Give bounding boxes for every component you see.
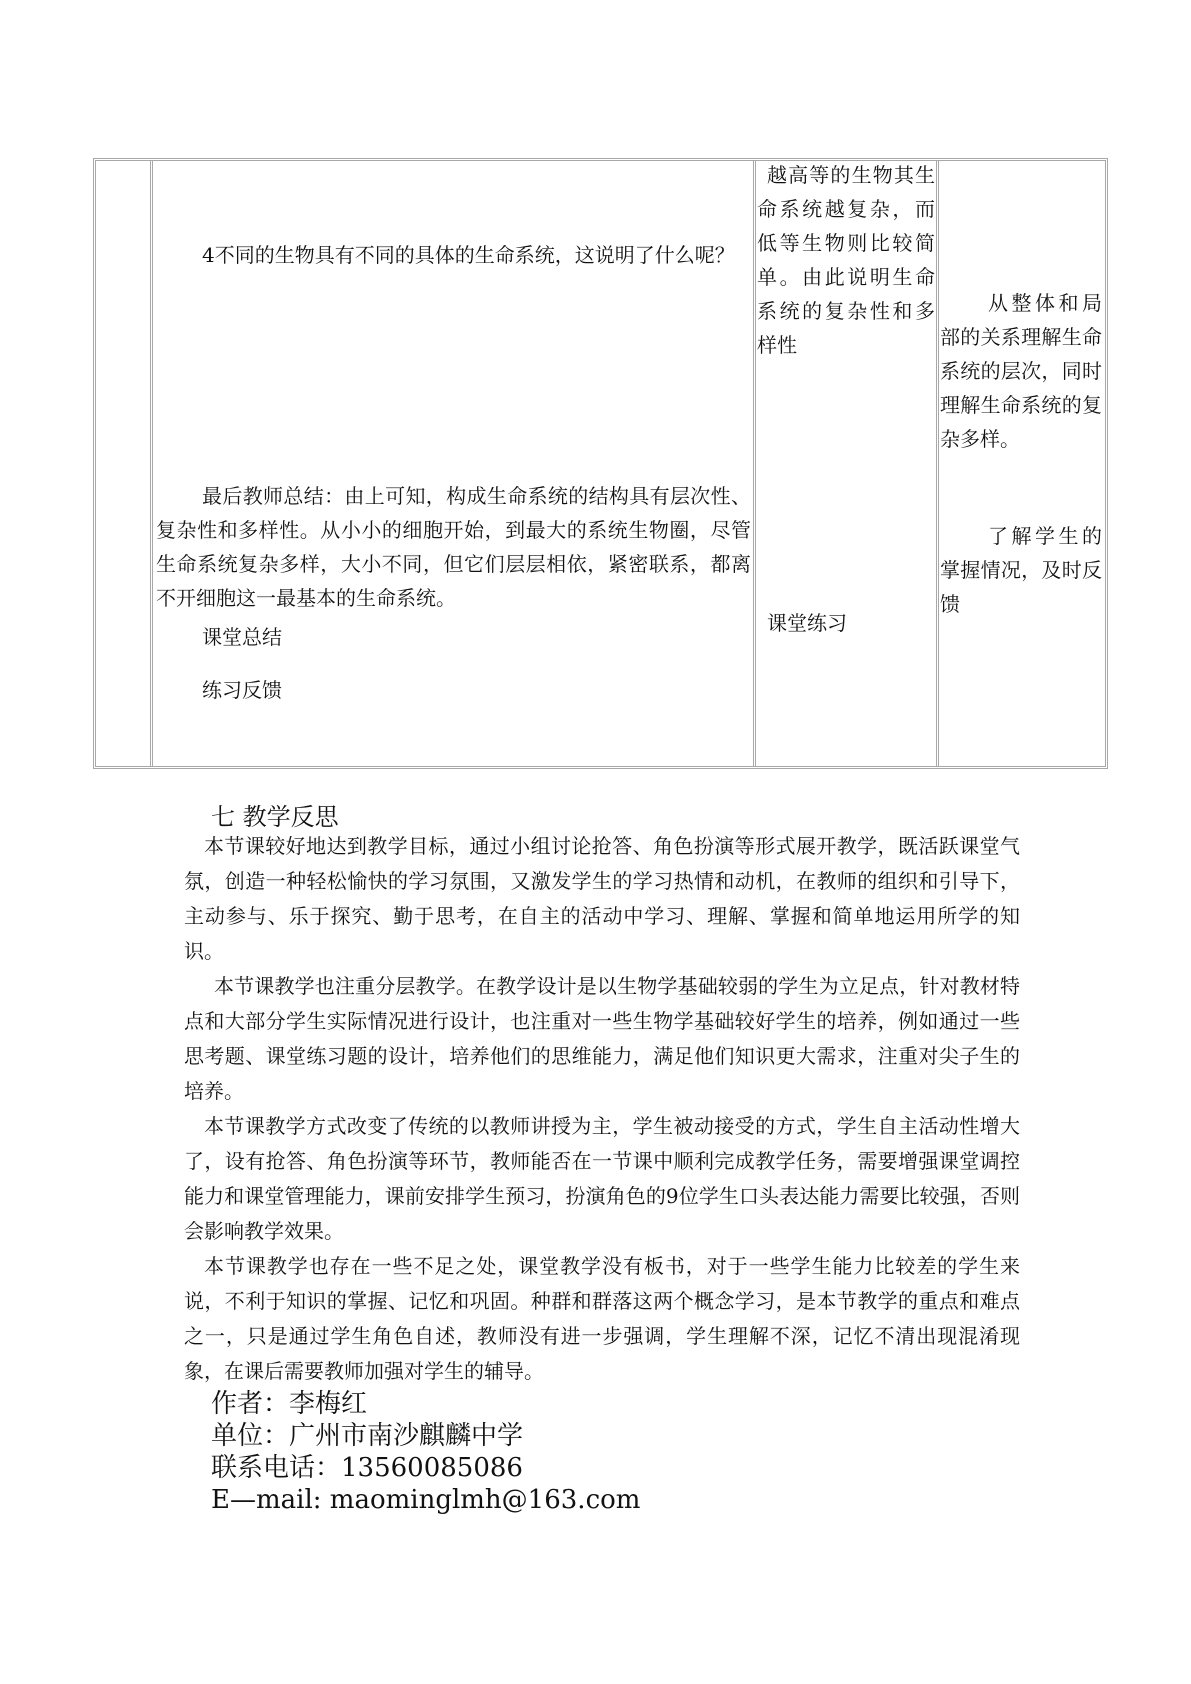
reflection-paragraph-4: 本节课教学也存在一些不足之处，课堂教学没有板书，对于一些学生能力比较差的学生来说，不利于知识的掌握、记忆和巩固。种群和群落这两个概念学习，是本节教学的重点和难点之一，只是通过学生角色自述，教师没有进一步强调，学生理解不深，记忆不清出现混淆现象，在课后需要教师加强对学生的辅导。	[184, 1254, 1020, 1383]
table-column-student	[756, 161, 939, 766]
table-column-activities	[153, 161, 756, 766]
reflection-paragraph-1: 本节课较好地达到教学目标，通过小组讨论抢答、角色扮演等形式展开教学，既活跃课堂气氛，创造一种轻松愉快的学习氛围，又激发学生的学习热情和动机，在教师的组织和引导下，主动参与、乐于探究、勤于思考，在自主的活动中学习、理解、掌握和简单地运用所学的知识。	[184, 834, 1020, 963]
section-title-reflection: 七 教学反思	[211, 803, 339, 831]
practice-feedback-label: 练习反馈	[202, 678, 282, 702]
lesson-table	[93, 158, 1108, 769]
teacher-summary-text: 最后教师总结：由上可知，构成生命系统的结构具有层次性、复杂性和多样性。从小小的细胞开始，到最大的系统生物圈，尽管生命系统复杂多样，大小不同，但它们层层相依，紧密联系，都离不开细胞这一最基本的生命系统。	[156, 484, 751, 610]
class-summary-label: 课堂总结	[202, 625, 282, 649]
reflection-paragraph-3: 本节课教学方式改变了传统的以教师讲授为主，学生被动接受的方式，学生自主活动性增大了，设有抢答、角色扮演等环节，教师能否在一节课中顺利完成教学任务，需要增强课堂调控能力和课堂管理能力，课前安排学生预习，扮演角色的9位学生口头表达能力需要比较强，否则会影响教学效果。	[184, 1114, 1020, 1243]
table-column-intent	[939, 161, 1105, 766]
design-intent-2: 了解学生的掌握情况，及时反馈	[940, 524, 1102, 616]
design-intent-1: 从整体和局部的关系理解生命系统的层次，同时理解生命系统的复杂多样。	[940, 291, 1102, 451]
question-text: 4不同的生物具有不同的具体的生命系统，这说明了什么呢？	[202, 243, 735, 267]
author-name: 作者：李梅红	[211, 1389, 368, 1419]
reflection-paragraph-2: 本节课教学也注重分层教学。在教学设计是以生物学基础较弱的学生为立足点，针对教材特点和大部分学生实际情况进行设计，也注重对一些生物学基础较好学生的培养，例如通过一些思考题、课堂练习题的设计，培养他们的思维能力，满足他们知识更大需求，注重对尖子生的培养。	[184, 974, 1020, 1103]
author-phone: 联系电话：13560085086	[211, 1453, 523, 1483]
author-email: E—mail: maominglmh@163.com	[211, 1485, 641, 1515]
class-practice-label: 课堂练习	[767, 611, 847, 635]
table-column-blank	[96, 161, 153, 766]
author-unit: 单位：广州市南沙麒麟中学	[211, 1421, 524, 1451]
student-answer-text: 越高等的生物其生命系统越复杂，而低等生物则比较简单。由此说明生命系统的复杂性和多样性	[757, 163, 935, 357]
